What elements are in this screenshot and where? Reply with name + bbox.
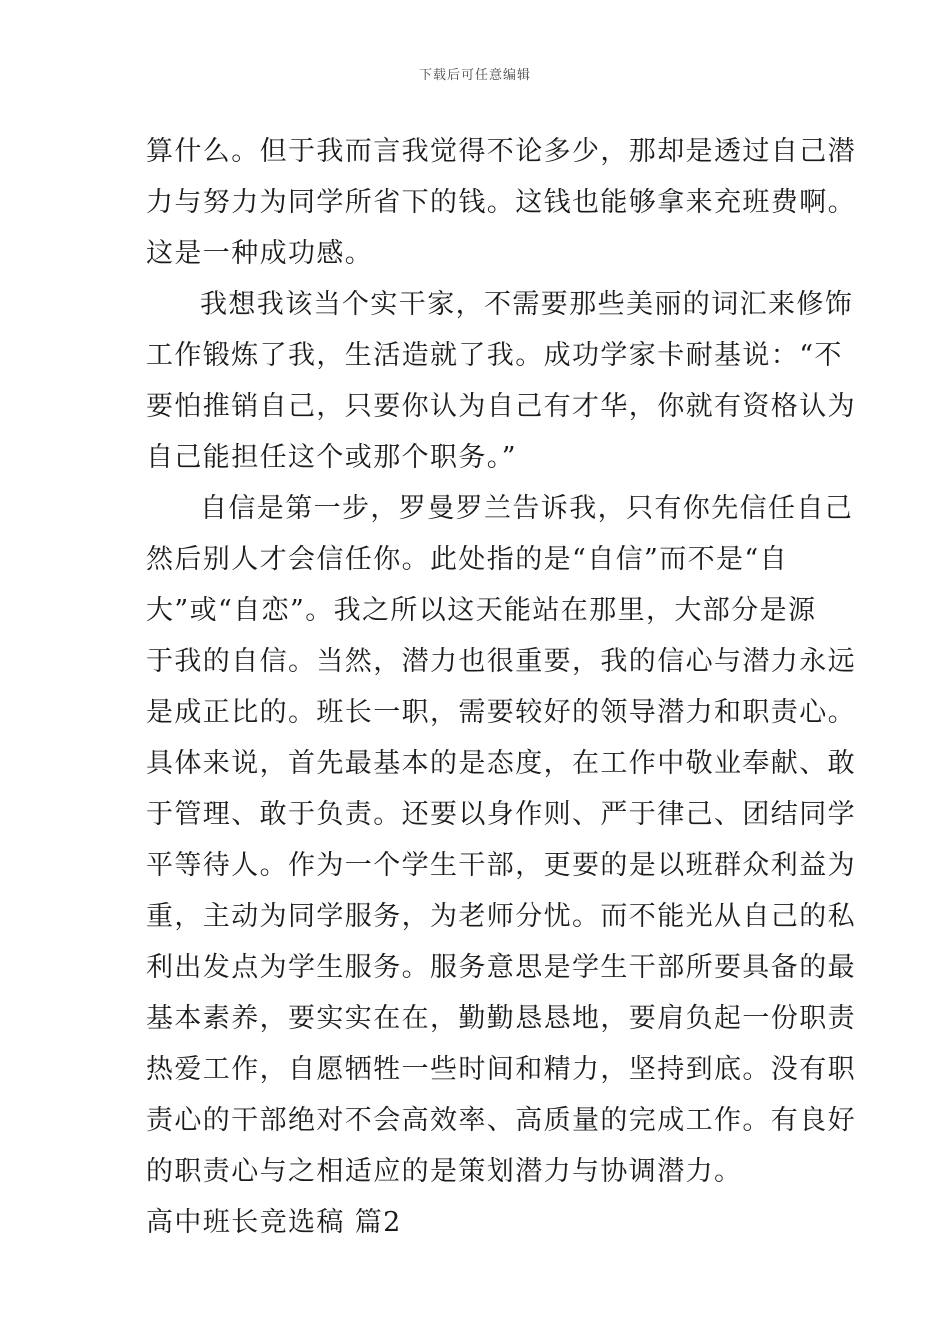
text-line: 算什么。但于我而言我觉得不论多少，那却是透过自己潜 [146, 136, 856, 167]
paragraph-3 [146, 483, 856, 1197]
text-line: 是成正比的。班长一职，需要较好的领导潜力和职责心。 [146, 697, 856, 728]
document-body [146, 126, 856, 1248]
paragraph-2 [146, 279, 856, 483]
text-line: 自信是第一步，罗曼罗兰告诉我，只有你先信任自己 [200, 493, 854, 524]
section-heading: 高中班长竞选稿 篇2 [146, 1207, 402, 1238]
paragraph-1 [146, 126, 856, 279]
page-header: 下载后可任意编辑 [418, 68, 531, 83]
text-line: 要怕推销自己，只要你认为自己有才华，你就有资格认为 [146, 391, 856, 422]
text-line: 我想我该当个实干家，不需要那些美丽的词汇来修饰 [200, 289, 854, 320]
text-line: 于管理、敢于负责。还要以身作则、严于律己、团结同学 [146, 799, 856, 830]
text-line: 然后别人才会信任你。此处指的是“自信”而不是“自 [146, 544, 789, 575]
text-line: 大”或“自恋”。我之所以这天能站在那里，大部分是源 [146, 595, 817, 626]
text-line: 工作锻炼了我，生活造就了我。成功学家卡耐基说：“不 [146, 340, 843, 371]
text-line: 于我的自信。当然，潜力也很重要，我的信心与潜力永远 [146, 646, 856, 677]
text-line: 热爱工作，自愿牺牲一些时间和精力，坚持到底。没有职 [146, 1054, 856, 1085]
text-line: 的职责心与之相适应的是策划潜力与协调潜力。 [146, 1156, 743, 1187]
text-line: 利出发点为学生服务。服务意思是学生干部所要具备的最 [146, 952, 856, 983]
text-line: 基本素养，要实实在在，勤勤恳恳地，要肩负起一份职责 [146, 1003, 856, 1034]
text-line: 力与努力为同学所省下的钱。这钱也能够拿来充班费啊。 [146, 187, 856, 218]
text-line: 自己能担任这个或那个职务。” [146, 442, 517, 473]
text-line: 具体来说，首先最基本的是态度，在工作中敬业奉献、敢 [146, 748, 856, 779]
text-line: 这是一种成功感。 [146, 238, 374, 269]
text-line: 责心的干部绝对不会高效率、高质量的完成工作。有良好 [146, 1105, 856, 1136]
text-line: 平等待人。作为一个学生干部，更要的是以班群众利益为 [146, 850, 856, 881]
text-line: 重，主动为同学服务，为老师分忧。而不能光从自己的私 [146, 901, 856, 932]
